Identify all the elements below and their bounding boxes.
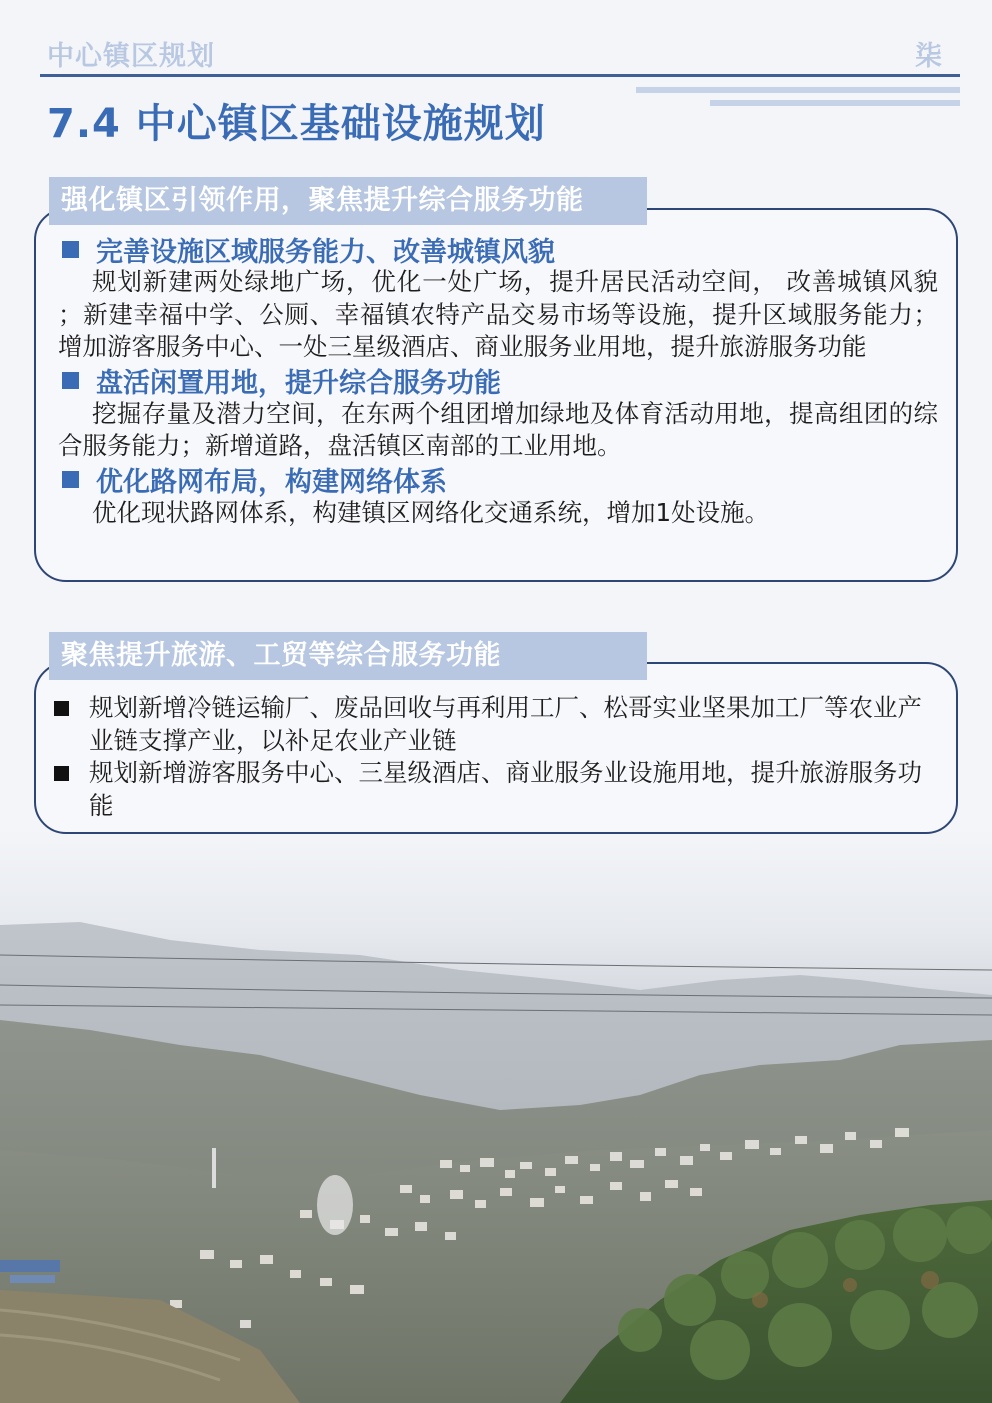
item-heading-text: 优化路网布局，构建网络体系 (96, 467, 447, 498)
list-item-text: 规划新增冷链运输厂、废品回收与再利用工厂、松哥实业坚果加工厂等农业产业链支撑产业，以补足农业产业链 (89, 693, 922, 755)
list-item (54, 692, 942, 757)
list-item (54, 757, 942, 822)
panel-tag: 强化镇区引领作用，聚焦提升综合服务功能 (49, 177, 647, 225)
decorative-bar (636, 87, 960, 93)
item-heading (58, 463, 938, 497)
square-bullet-icon (54, 701, 69, 716)
item-paragraph: 优化现状路网体系，构建镇区网络化交通系统，增加1处设施。 (92, 497, 770, 527)
item-heading (58, 232, 938, 266)
landscape-photo (0, 830, 992, 1403)
panel-content (54, 692, 942, 822)
panel-tag: 聚焦提升旅游、工贸等综合服务功能 (49, 632, 647, 680)
item-paragraph: 规划新建两处绿地广场，优化一处广场，提升居民活动空间， 改善城镇风貌 ；新建幸福中学、公厕、幸福镇农特产品交易市场等设施，提升区域服务能力；增加游客服务中心、一处三星级酒店、商业服务业用地，提升旅游服务功能 (58, 267, 938, 361)
item-heading-text: 完善设施区域服务能力、改善城镇风貌 (96, 236, 555, 268)
decorative-bar (710, 100, 960, 106)
panel-content (58, 232, 938, 529)
section-title: 7.4 中心镇区基础设施规划 (47, 101, 546, 147)
square-bullet-icon (54, 766, 69, 781)
square-bullet-icon (62, 471, 79, 488)
item-paragraph: 挖掘存量及潜力空间，在东两个组团增加绿地及体育活动用地，提高组团的综合服务能力；新增道路，盘活镇区南部的工业用地。 (58, 398, 938, 460)
list-item-text: 规划新增游客服务中心、三星级酒店、商业服务业设施用地，提升旅游服务功能 (89, 758, 922, 820)
header-rule (40, 74, 960, 77)
square-bullet-icon (62, 372, 79, 389)
square-bullet-icon (62, 241, 79, 258)
page-number: 柒 (915, 41, 942, 72)
chapter-title: 中心镇区规划 (47, 41, 215, 72)
item-heading (58, 364, 938, 398)
item-heading-text: 盘活闲置用地，提升综合服务功能 (96, 368, 501, 399)
